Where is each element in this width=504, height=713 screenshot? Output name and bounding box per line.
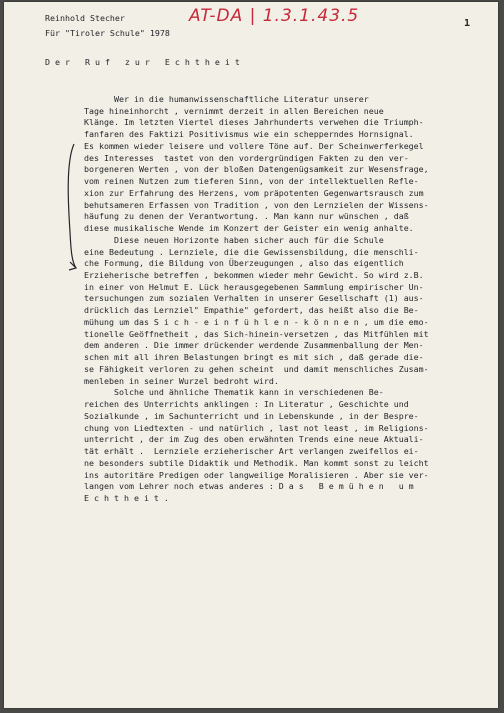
body-line: schen mit all ihren Belastungen bringt es mit sich , daß gerade die- xyxy=(84,352,424,363)
body-line: diese musikalische Wende im Konzert der Geister ein wenig anhalte. xyxy=(84,223,414,234)
body-line: che Formung, die Bildung von Überzeugungen , also das eigentlich xyxy=(84,258,404,269)
body-line: Es kommen wieder leisere und vollere Töne auf. Der Scheinwerferkegel xyxy=(84,140,424,151)
body-line: drücklich das Lernziel" Empathie" gefordert, das heißt also die Be- xyxy=(84,305,419,316)
body-text xyxy=(84,94,429,505)
body-line: des Interesses tastet von den vordergründigen Fakten zu den ver- xyxy=(84,152,409,163)
body-line: ne besonders subtile Didaktik und Methodik. Man kommt sonst zu leicht xyxy=(84,457,429,468)
page-number: 1 xyxy=(464,18,471,29)
margin-bracket-mark xyxy=(62,142,80,272)
body-line: Wer in die humanwissenschaftliche Literatur unserer xyxy=(84,94,369,104)
body-line: borgeneren Werten , von der bloßen Datengenügsamkeit zur Wesensfrage, xyxy=(84,164,429,175)
body-line: langen vom Lehrer noch etwas anderes : D a s B e m ü h e n u m xyxy=(84,481,414,492)
body-line: behutsameren Erfassen von Tradition , von den Lernzielen der Wissens- xyxy=(84,199,429,210)
body-line: Solche und ähnliche Thematik kann in verschiedenen Be- xyxy=(84,387,384,398)
body-line: unterricht , der im Zug des oben erwähnten Trends eine neue Aktuali- xyxy=(84,434,424,445)
author-line: Reinhold Stecher xyxy=(45,13,125,23)
body-line: ins autoritäre Predigen oder langweilige Moralisieren . Aber sie ver- xyxy=(84,469,429,480)
body-line: Diese neuen Horizonte haben sicher auch für die Schule xyxy=(84,234,384,245)
body-line: menleben in seiner Wurzel bedroht wird. xyxy=(84,375,279,386)
document-page xyxy=(4,2,498,708)
body-line: xion zur Erfahrung des Herzens, vom präpotenten Gegenwartsrausch zum xyxy=(84,187,424,198)
body-line: E c h t h e i t . xyxy=(84,492,169,503)
body-line: tionelle Geöffnetheit , das Sich-hinein-versetzen , das Mitfühlen mit xyxy=(84,328,429,339)
archive-signature: AT-DA | 1.3.1.43.5 xyxy=(189,6,360,26)
body-line: se Fähigkeit verloren zu gehen scheint und damit menschliches Zusam- xyxy=(84,363,429,374)
body-line: in einer von Helmut E. Lück herausgegebenen Sammlung empirischer Un- xyxy=(84,281,424,292)
body-line: mühung um das S i c h - e i n f ü h l e n - k ö n n e n , um die emo- xyxy=(84,316,429,327)
body-line: Erzieherische betreffen , bekommen wieder mehr Gewicht. So wird z.B. xyxy=(84,270,424,281)
body-line: fanfaren des Faktizi Positivismus wie ein schepperndes Hornsignal. xyxy=(84,129,414,140)
document-title: D e r R u f z u r E c h t h e i t xyxy=(45,57,240,67)
body-line: Tage hineinhorcht , vernimmt derzeit in allen Bereichen neue xyxy=(84,105,384,116)
body-line: reichen des Unterrichts anklingen : In Literatur , Geschichte und xyxy=(84,399,409,410)
body-line: tät erhält . Lernziele erzieherischer Art verlangen zweifellos ei- xyxy=(84,446,419,457)
body-line: häufung zu denen der Verantwortung. . Man kann nur wünschen , daß xyxy=(84,211,409,222)
body-line: eine Bedeutung . Lernziele, die die Gewissensbildung, die menschli- xyxy=(84,246,419,257)
body-line: vom reinen Nutzen zum tieferen Sinn, von der intellektuellen Refle- xyxy=(84,176,419,187)
body-line: Klänge. Im letzten Viertel dieses Jahrhunderts verwehen die Triumph- xyxy=(84,117,424,128)
body-line: chung von Liedtexten - und natürlich , last not least , im Religions- xyxy=(84,422,429,433)
body-line: tersuchungen zum sozialen Verhalten in unserer Gesellschaft (1) aus- xyxy=(84,293,424,304)
publication-line: Für "Tiroler Schule" 1978 xyxy=(45,28,170,38)
body-line: dem anderen . Die immer drückender werdende Zusammenballung der Men- xyxy=(84,340,424,351)
body-line: Sozialkunde , im Sachunterricht und in Lebenskunde , in der Bespre- xyxy=(84,410,419,421)
